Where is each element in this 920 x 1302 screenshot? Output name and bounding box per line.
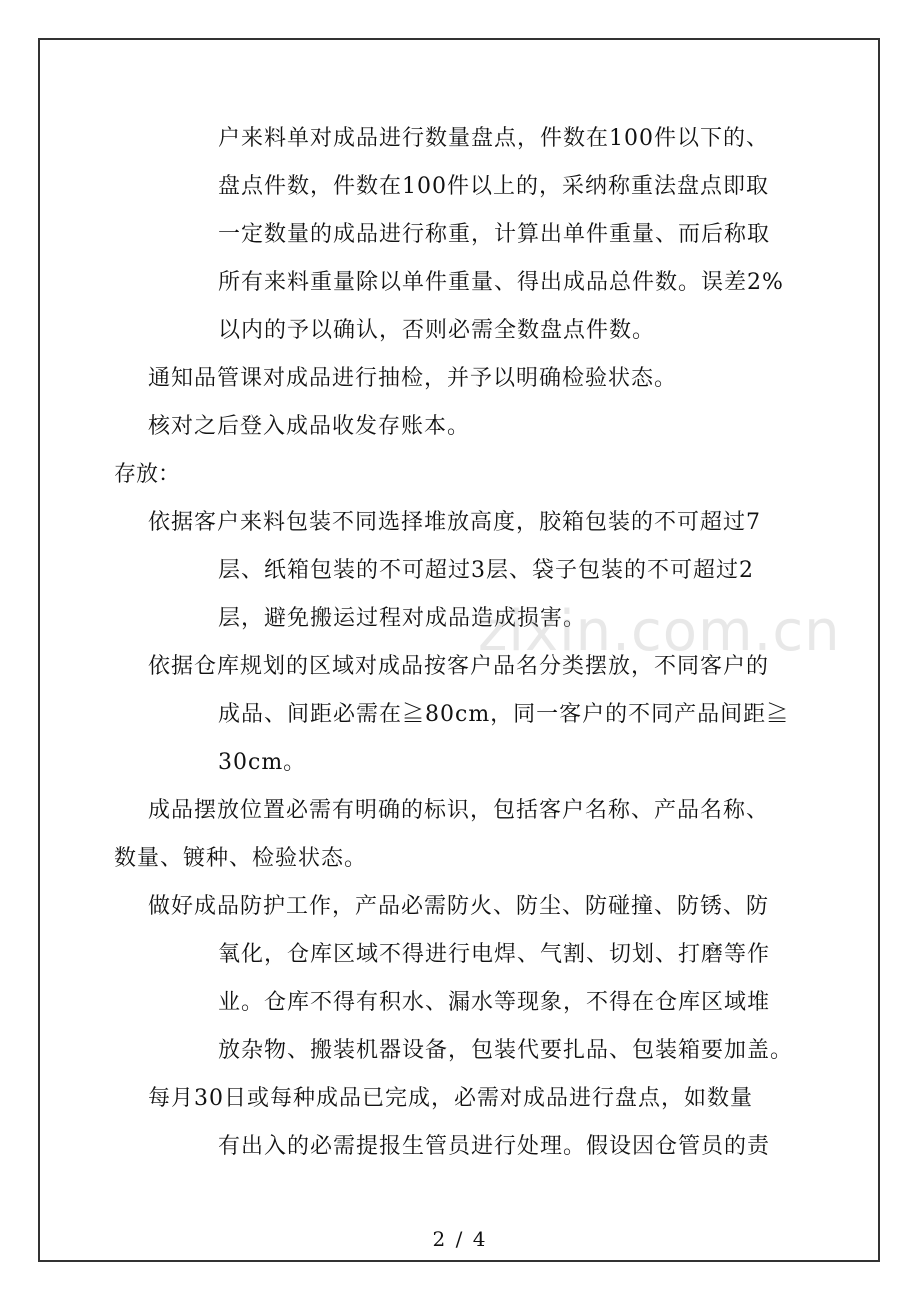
text-line: 户来料单对成品进行数量盘点，件数在100件以下的、 (218, 126, 769, 151)
text-line: 成品摆放位置必需有明确的标识，包括客户名称、产品名称、 (148, 798, 770, 823)
text-line: 有出入的必需提报生管员进行处理。假设因仓管员的责 (218, 1134, 771, 1159)
text-line: 盘点件数，件数在100件以上的，采纳称重法盘点即取 (218, 174, 769, 199)
text-line: 氧化，仓库区域不得进行电焊、气割、切划、打磨等作 (218, 942, 771, 967)
section-heading: 存放： (114, 462, 181, 487)
text-line: 业。仓库不得有积水、漏水等现象，不得在仓库区域堆 (218, 990, 771, 1015)
text-line: 以内的予以确认，否则必需全数盘点件数。 (218, 318, 656, 343)
text-line: 依据客户来料包装不同选择堆放高度，胶箱包装的不可超过7 (148, 510, 761, 535)
text-line: 层，避免搬运过程对成品造成损害。 (218, 606, 587, 631)
text-line: 一定数量的成品进行称重，计算出单件重量、而后称取 (218, 222, 771, 247)
text-line: 所有来料重量除以单件重量、得出成品总件数。误差2% (218, 270, 784, 295)
text-line: 层、纸箱包装的不可超过3层、袋子包装的不可超过2 (218, 558, 754, 583)
text-line: 数量、镀种、检验状态。 (114, 846, 368, 871)
watermark: zixin.com.cn (478, 599, 841, 664)
text-line: 放杂物、搬装机器设备，包装代要扎品、包装箱要加盖。 (218, 1038, 794, 1063)
page-number: 2 / 4 (432, 1227, 488, 1251)
text-line: 通知品管课对成品进行抽检，并予以明确检验状态。 (148, 366, 678, 391)
text-line: 30cm。 (218, 750, 307, 775)
text-line: 做好成品防护工作，产品必需防火、防尘、防碰撞、防锈、防 (148, 894, 770, 919)
text-line: 成品、间距必需在≧80cm，同一客户的不同产品间距≧ (218, 702, 790, 727)
text-line: 依据仓库规划的区域对成品按客户品名分类摆放，不同客户的 (148, 654, 770, 679)
text-line: 每月30日或每种成品已完成，必需对成品进行盘点，如数量 (148, 1086, 753, 1111)
text-line: 核对之后登入成品收发存账本。 (148, 414, 471, 439)
